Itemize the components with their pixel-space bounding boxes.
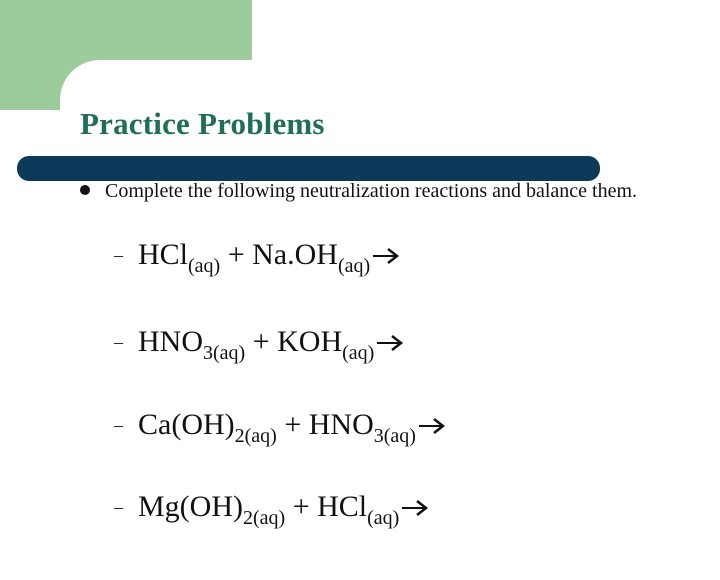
equation-subscript-2: (aq): [367, 507, 400, 529]
bullet-dot-icon: [80, 185, 90, 195]
right-arrow-icon: [376, 325, 404, 359]
equation-subscript-2: (aq): [337, 255, 371, 277]
right-arrow-icon: [401, 490, 429, 524]
equation-item: [114, 490, 429, 529]
equation-item: [114, 325, 404, 364]
equation-dash: –: [114, 414, 123, 435]
right-arrow-icon: [418, 408, 446, 442]
equation-reactant-1: HNO: [138, 325, 203, 358]
equation-subscript-1: 3(aq): [203, 342, 246, 364]
equation-dash: –: [114, 244, 123, 265]
equation-subscript-1: 2(aq): [243, 507, 286, 529]
equation-subscript-1: 2(aq): [234, 425, 277, 447]
equation-dash: –: [114, 331, 123, 352]
equation-reactant-2: + Na.OH: [220, 238, 338, 271]
equation-dash: –: [114, 496, 123, 517]
bullet-text: Complete the following neutralization reactions and balance them.: [105, 180, 638, 202]
equation-reactant-1: HCl: [138, 238, 189, 271]
equation-subscript-2: (aq): [342, 342, 375, 364]
equation-reactant-2: + HNO: [276, 408, 374, 441]
right-arrow-icon: [372, 238, 400, 272]
equation-reactant-1: Mg(OH): [138, 490, 243, 523]
title-underline-bar: [17, 156, 600, 181]
equation-reactant-2: + HCl: [285, 490, 368, 523]
equation-reactant-2: + KOH: [245, 325, 343, 358]
slide-title: Practice Problems: [80, 106, 325, 141]
equation-reactant-1: Ca(OH): [138, 408, 235, 441]
equation-subscript-1: (aq): [188, 255, 221, 277]
equation-item: [114, 238, 400, 277]
equation-subscript-2: 3(aq): [373, 425, 416, 447]
equation-item: [114, 408, 446, 447]
